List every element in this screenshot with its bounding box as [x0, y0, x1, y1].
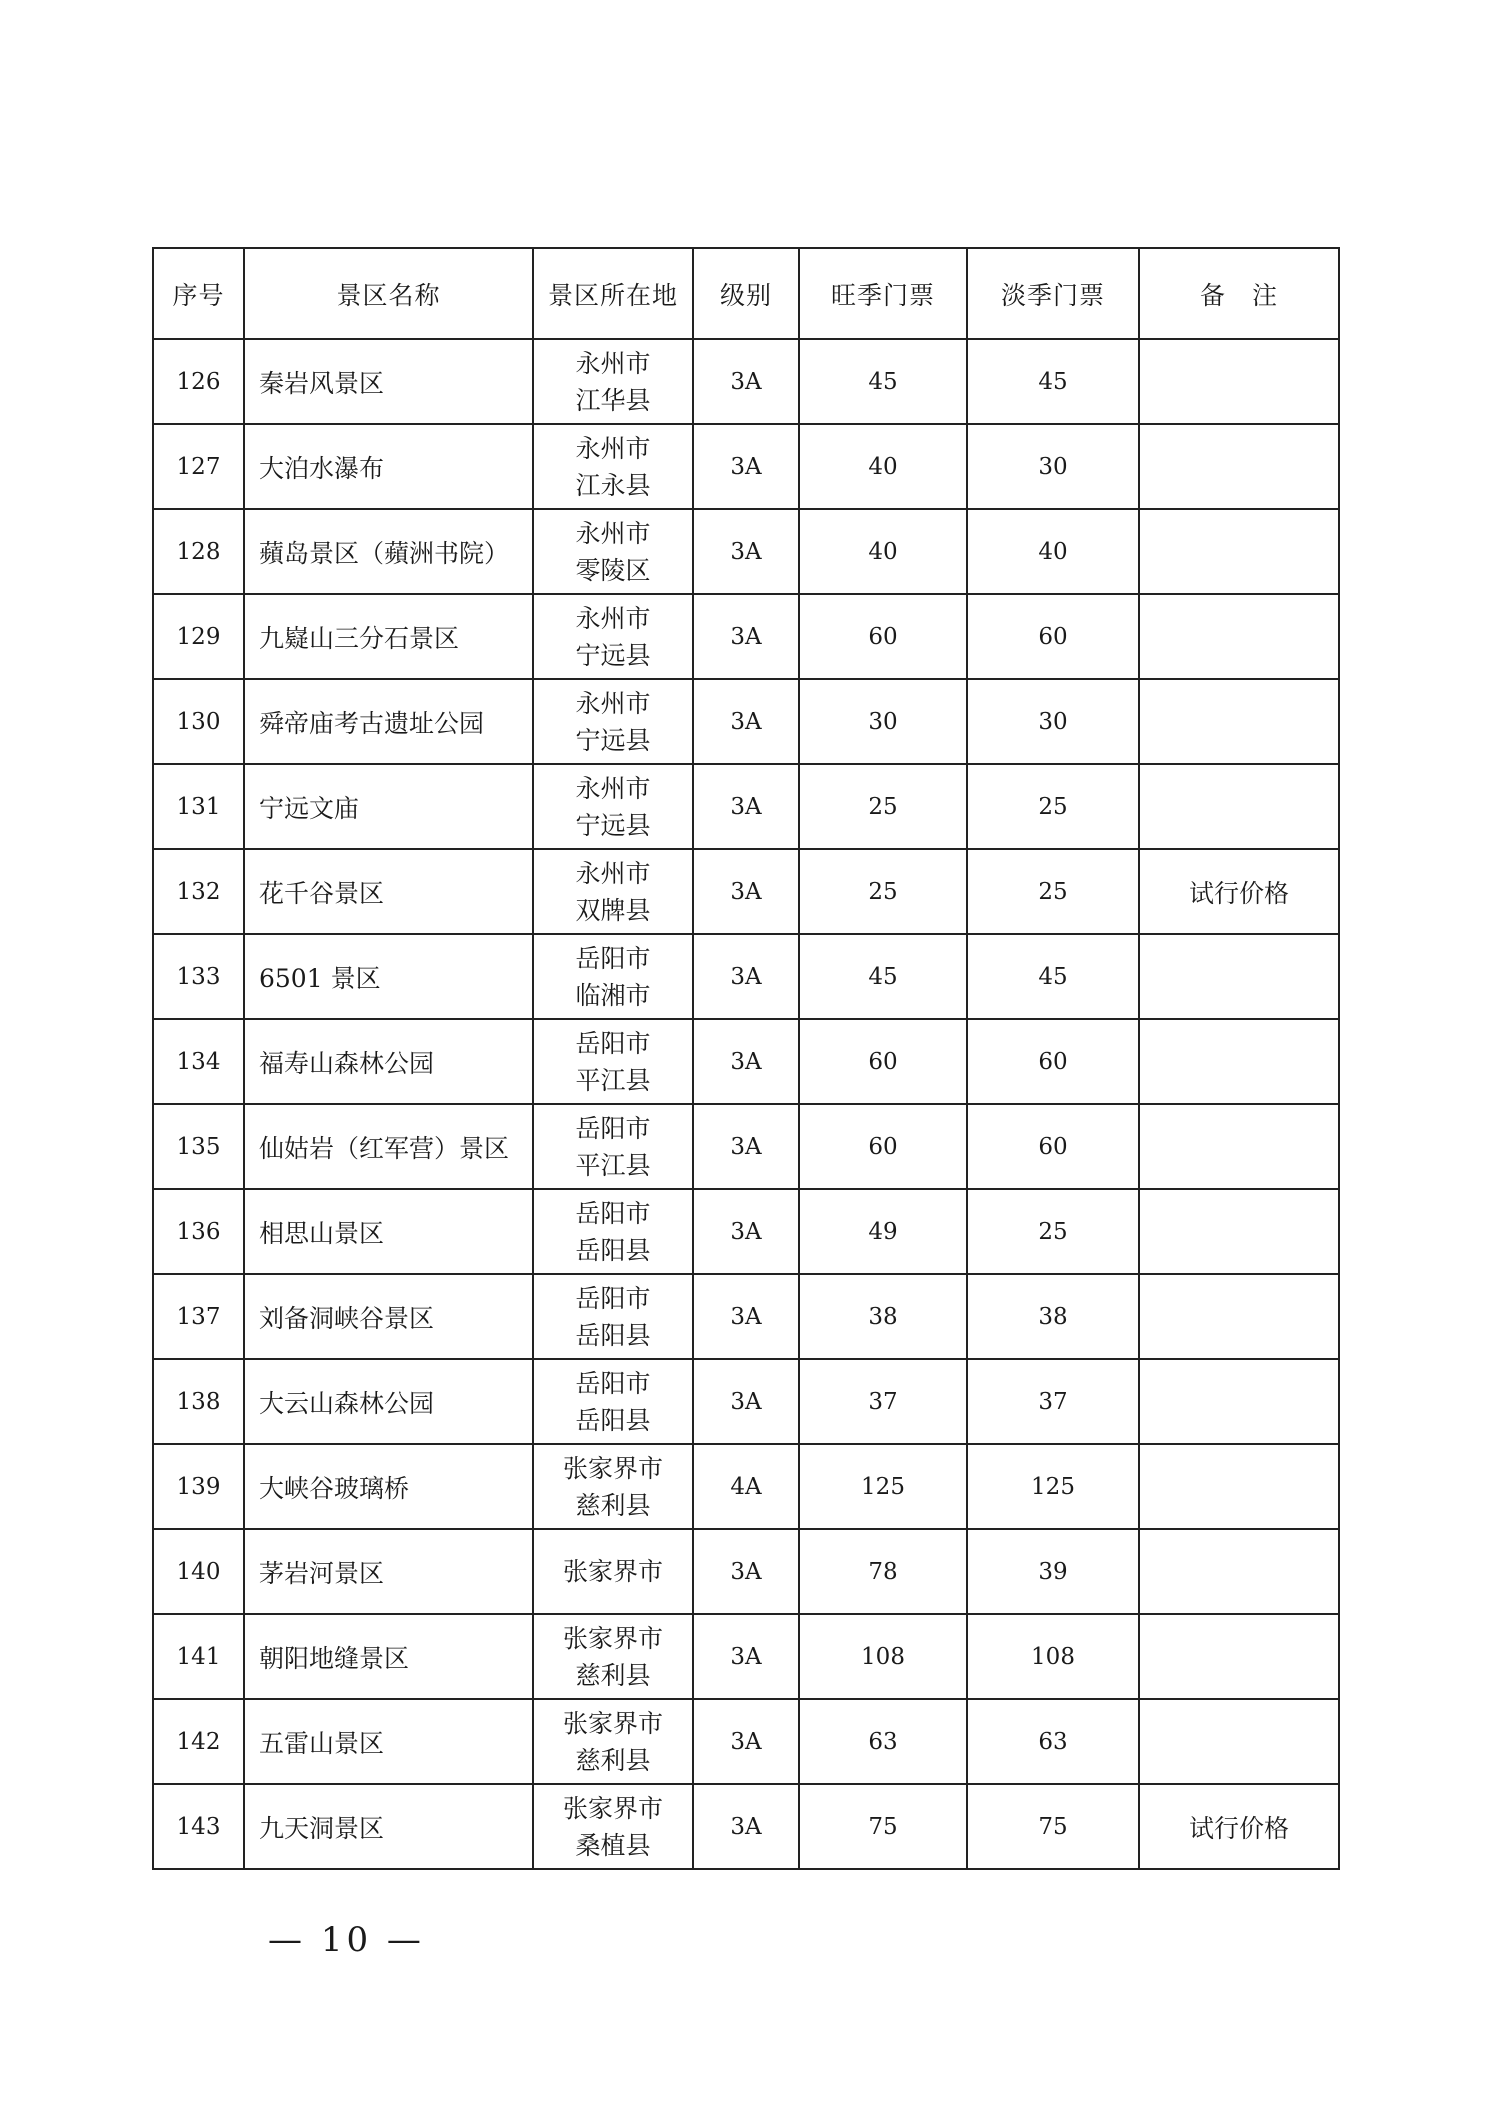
location-city: 岳阳市	[575, 1368, 651, 1398]
cell-off-price: 75	[967, 1784, 1139, 1869]
cell-scenic-name: 九天洞景区	[244, 1784, 533, 1869]
location-city: 永州市	[575, 773, 651, 803]
cell-location	[533, 849, 693, 934]
cell-off-price: 125	[967, 1444, 1139, 1529]
cell-location	[533, 1359, 693, 1444]
cell-level: 3A	[693, 934, 799, 1019]
table-row	[153, 679, 1339, 764]
cell-peak-price: 37	[799, 1359, 967, 1444]
cell-scenic-name: 6501 景区	[244, 934, 533, 1019]
cell-note	[1139, 1189, 1339, 1274]
cell-level: 3A	[693, 764, 799, 849]
location-city: 张家界市	[562, 1793, 663, 1823]
table-row	[153, 1529, 1339, 1614]
cell-level: 3A	[693, 1274, 799, 1359]
cell-serial: 130	[153, 679, 244, 764]
cell-location	[533, 1784, 693, 1869]
location-county: 临湘市	[575, 980, 651, 1010]
table-row	[153, 1019, 1339, 1104]
cell-note	[1139, 1699, 1339, 1784]
cell-scenic-name: 刘备洞峡谷景区	[244, 1274, 533, 1359]
cell-level: 3A	[693, 1699, 799, 1784]
location-county: 零陵区	[575, 555, 651, 585]
cell-level: 3A	[693, 1019, 799, 1104]
cell-peak-price: 125	[799, 1444, 967, 1529]
table-row	[153, 849, 1339, 934]
location-city: 岳阳市	[575, 943, 651, 973]
cell-scenic-name: 秦岩风景区	[244, 339, 533, 424]
location-city: 岳阳市	[575, 1113, 651, 1143]
location-city: 永州市	[575, 348, 651, 378]
cell-serial: 139	[153, 1444, 244, 1529]
table-row	[153, 764, 1339, 849]
cell-note	[1139, 934, 1339, 1019]
cell-location	[533, 934, 693, 1019]
cell-scenic-name: 福寿山森林公园	[244, 1019, 533, 1104]
cell-note	[1139, 424, 1339, 509]
table-header-row	[153, 248, 1339, 339]
cell-peak-price: 60	[799, 594, 967, 679]
cell-note	[1139, 1019, 1339, 1104]
cell-note: 试行价格	[1139, 1784, 1339, 1869]
cell-note	[1139, 594, 1339, 679]
cell-serial: 138	[153, 1359, 244, 1444]
location-county: 江永县	[575, 470, 651, 500]
table-row	[153, 1699, 1339, 1784]
cell-off-price: 25	[967, 849, 1139, 934]
cell-location	[533, 1019, 693, 1104]
table-row	[153, 339, 1339, 424]
cell-note	[1139, 1444, 1339, 1529]
page-number: 10	[320, 1920, 373, 1960]
cell-note	[1139, 1104, 1339, 1189]
cell-location	[533, 1444, 693, 1529]
cell-serial: 137	[153, 1274, 244, 1359]
location-county: 双牌县	[575, 895, 651, 925]
cell-scenic-name: 花千谷景区	[244, 849, 533, 934]
cell-peak-price: 38	[799, 1274, 967, 1359]
table-row	[153, 1104, 1339, 1189]
cell-peak-price: 45	[799, 339, 967, 424]
cell-peak-price: 25	[799, 849, 967, 934]
cell-level: 3A	[693, 509, 799, 594]
cell-peak-price: 108	[799, 1614, 967, 1699]
cell-serial: 134	[153, 1019, 244, 1104]
cell-scenic-name: 大峡谷玻璃桥	[244, 1444, 533, 1529]
cell-serial: 143	[153, 1784, 244, 1869]
cell-location	[533, 1614, 693, 1699]
cell-level: 3A	[693, 679, 799, 764]
header-location: 景区所在地	[533, 248, 693, 339]
table-row	[153, 1614, 1339, 1699]
cell-serial: 141	[153, 1614, 244, 1699]
location-county: 桑植县	[575, 1830, 651, 1860]
header-off-price: 淡季门票	[967, 248, 1139, 339]
cell-note	[1139, 764, 1339, 849]
header-note: 备 注	[1139, 248, 1339, 339]
location-city: 张家界市	[562, 1453, 663, 1483]
cell-level: 3A	[693, 1614, 799, 1699]
cell-scenic-name: 仙姑岩（红军营）景区	[244, 1104, 533, 1189]
location-county: 慈利县	[575, 1660, 651, 1690]
location-city: 永州市	[575, 688, 651, 718]
cell-off-price: 25	[967, 1189, 1139, 1274]
cell-note	[1139, 679, 1339, 764]
cell-serial: 126	[153, 339, 244, 424]
cell-off-price: 40	[967, 509, 1139, 594]
location-county: 岳阳县	[575, 1405, 651, 1435]
cell-location	[533, 1274, 693, 1359]
location-county: 宁远县	[575, 640, 651, 670]
cell-off-price: 108	[967, 1614, 1139, 1699]
cell-note: 试行价格	[1139, 849, 1339, 934]
table-row	[153, 1274, 1339, 1359]
cell-scenic-name: 五雷山景区	[244, 1699, 533, 1784]
header-peak-price: 旺季门票	[799, 248, 967, 339]
cell-off-price: 63	[967, 1699, 1139, 1784]
cell-peak-price: 30	[799, 679, 967, 764]
header-name: 景区名称	[244, 248, 533, 339]
cell-level: 3A	[693, 849, 799, 934]
table-row	[153, 1189, 1339, 1274]
cell-off-price: 30	[967, 424, 1139, 509]
location-county: 宁远县	[575, 810, 651, 840]
page-footer	[268, 1920, 425, 1960]
footer-dash-right: —	[386, 1920, 425, 1960]
location-county: 慈利县	[575, 1490, 651, 1520]
cell-level: 4A	[693, 1444, 799, 1529]
location-county: 平江县	[575, 1065, 651, 1095]
scenic-price-table	[152, 247, 1340, 1870]
table-row	[153, 594, 1339, 679]
cell-peak-price: 60	[799, 1019, 967, 1104]
cell-peak-price: 49	[799, 1189, 967, 1274]
location-city: 永州市	[575, 518, 651, 548]
cell-note	[1139, 1359, 1339, 1444]
table-row	[153, 934, 1339, 1019]
header-serial: 序号	[153, 248, 244, 339]
cell-off-price: 60	[967, 1019, 1139, 1104]
cell-location	[533, 1189, 693, 1274]
cell-location	[533, 764, 693, 849]
cell-location	[533, 1104, 693, 1189]
table-row	[153, 509, 1339, 594]
cell-level: 3A	[693, 1104, 799, 1189]
cell-off-price: 60	[967, 1104, 1139, 1189]
cell-scenic-name: 宁远文庙	[244, 764, 533, 849]
cell-serial: 135	[153, 1104, 244, 1189]
cell-serial: 131	[153, 764, 244, 849]
cell-peak-price: 78	[799, 1529, 967, 1614]
cell-location	[533, 1529, 693, 1614]
cell-peak-price: 75	[799, 1784, 967, 1869]
location-county: 岳阳县	[575, 1235, 651, 1265]
cell-serial: 132	[153, 849, 244, 934]
cell-serial: 142	[153, 1699, 244, 1784]
cell-level: 3A	[693, 1784, 799, 1869]
cell-level: 3A	[693, 1359, 799, 1444]
location-county: 慈利县	[575, 1745, 651, 1775]
cell-serial: 128	[153, 509, 244, 594]
location-city: 永州市	[575, 433, 651, 463]
cell-location	[533, 339, 693, 424]
cell-scenic-name: 相思山景区	[244, 1189, 533, 1274]
cell-serial: 140	[153, 1529, 244, 1614]
location-city: 永州市	[575, 603, 651, 633]
cell-location	[533, 1699, 693, 1784]
cell-location	[533, 509, 693, 594]
cell-off-price: 25	[967, 764, 1139, 849]
cell-level: 3A	[693, 1529, 799, 1614]
cell-scenic-name: 九嶷山三分石景区	[244, 594, 533, 679]
cell-peak-price: 25	[799, 764, 967, 849]
cell-off-price: 45	[967, 339, 1139, 424]
cell-scenic-name: 朝阳地缝景区	[244, 1614, 533, 1699]
location-city: 张家界市	[562, 1623, 663, 1653]
location-county: 江华县	[575, 385, 651, 415]
table-row	[153, 1784, 1339, 1869]
cell-peak-price: 40	[799, 509, 967, 594]
cell-peak-price: 63	[799, 1699, 967, 1784]
location-city: 张家界市	[562, 1557, 663, 1586]
table-row	[153, 1359, 1339, 1444]
cell-off-price: 30	[967, 679, 1139, 764]
cell-note	[1139, 339, 1339, 424]
cell-off-price: 38	[967, 1274, 1139, 1359]
cell-level: 3A	[693, 424, 799, 509]
cell-location	[533, 424, 693, 509]
cell-off-price: 45	[967, 934, 1139, 1019]
cell-serial: 136	[153, 1189, 244, 1274]
table-row	[153, 1444, 1339, 1529]
location-city: 岳阳市	[575, 1198, 651, 1228]
cell-off-price: 39	[967, 1529, 1139, 1614]
cell-scenic-name: 蘋岛景区（蘋洲书院）	[244, 509, 533, 594]
location-county: 宁远县	[575, 725, 651, 755]
location-city: 岳阳市	[575, 1283, 651, 1313]
cell-off-price: 37	[967, 1359, 1139, 1444]
cell-off-price: 60	[967, 594, 1139, 679]
cell-scenic-name: 大云山森林公园	[244, 1359, 533, 1444]
cell-note	[1139, 1614, 1339, 1699]
location-city: 岳阳市	[575, 1028, 651, 1058]
cell-peak-price: 45	[799, 934, 967, 1019]
cell-level: 3A	[693, 594, 799, 679]
cell-peak-price: 60	[799, 1104, 967, 1189]
cell-note	[1139, 1529, 1339, 1614]
location-county: 平江县	[575, 1150, 651, 1180]
cell-note	[1139, 509, 1339, 594]
cell-location	[533, 594, 693, 679]
location-city: 张家界市	[562, 1708, 663, 1738]
header-level: 级别	[693, 248, 799, 339]
cell-level: 3A	[693, 1189, 799, 1274]
cell-level: 3A	[693, 339, 799, 424]
location-county: 岳阳县	[575, 1320, 651, 1350]
location-city: 永州市	[575, 858, 651, 888]
cell-peak-price: 40	[799, 424, 967, 509]
table-row	[153, 424, 1339, 509]
cell-serial: 127	[153, 424, 244, 509]
cell-note	[1139, 1274, 1339, 1359]
cell-scenic-name: 舜帝庙考古遗址公园	[244, 679, 533, 764]
footer-dash-left: —	[268, 1920, 306, 1960]
cell-scenic-name: 茅岩河景区	[244, 1529, 533, 1614]
cell-serial: 133	[153, 934, 244, 1019]
cell-serial: 129	[153, 594, 244, 679]
cell-location	[533, 679, 693, 764]
cell-scenic-name: 大泊水瀑布	[244, 424, 533, 509]
